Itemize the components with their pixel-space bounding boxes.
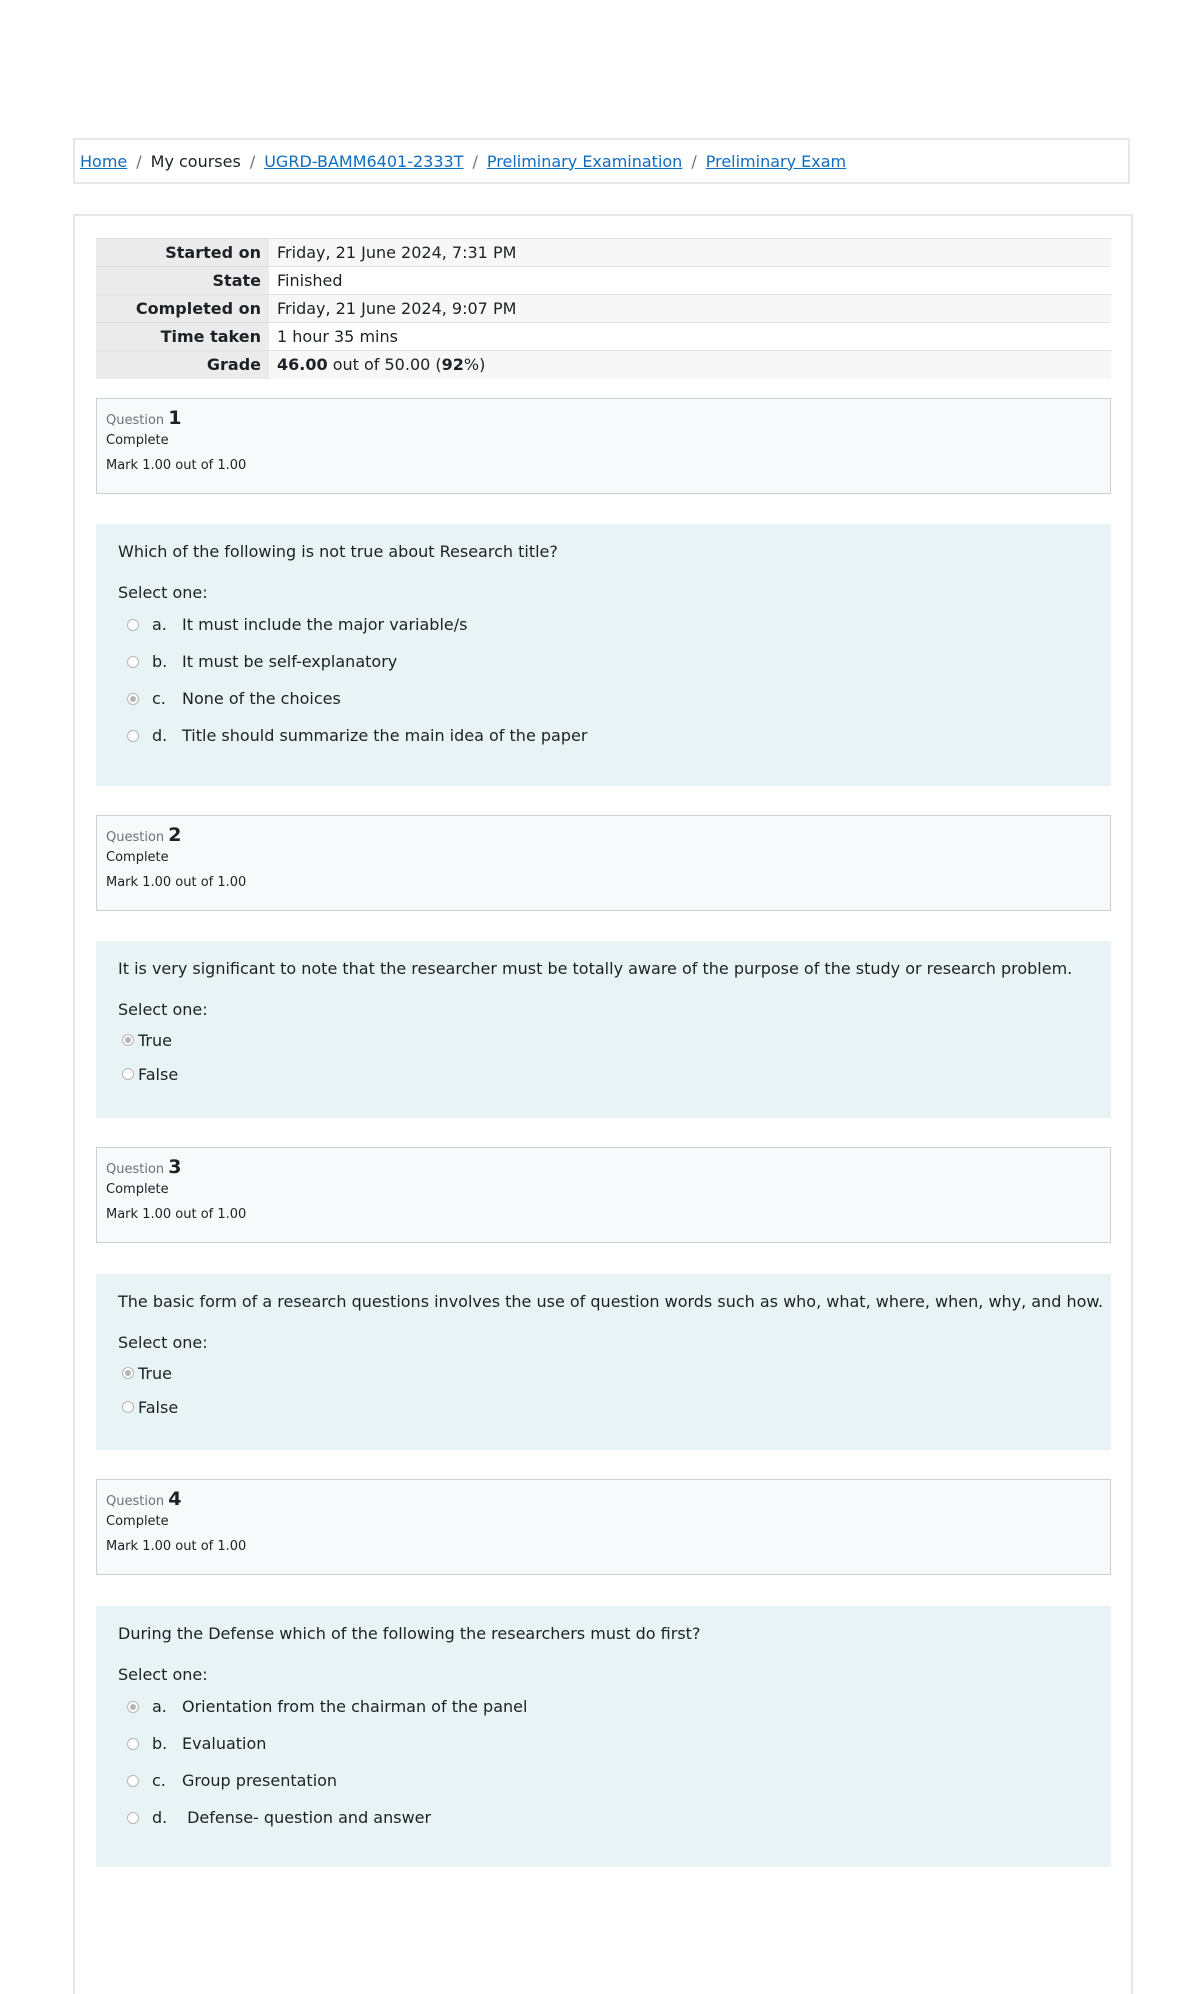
question-state: Complete bbox=[106, 1514, 169, 1529]
grade-percent-sign: %) bbox=[463, 355, 486, 375]
option-text: False bbox=[138, 1064, 179, 1084]
answer-option[interactable] bbox=[118, 606, 1111, 643]
answer-option-true[interactable] bbox=[118, 1023, 1111, 1057]
radio-button-selected[interactable] bbox=[122, 1034, 134, 1046]
question-label: Question bbox=[106, 1162, 165, 1177]
question-number bbox=[106, 824, 1110, 846]
question-number bbox=[106, 1488, 1110, 1510]
select-one-prompt: Select one: bbox=[118, 583, 208, 602]
question-mark: Mark 1.00 out of 1.00 bbox=[106, 875, 247, 890]
radio-button-selected[interactable] bbox=[122, 1367, 134, 1379]
radio-button[interactable] bbox=[122, 1068, 134, 1080]
question-state: Complete bbox=[106, 850, 169, 865]
radio-button[interactable] bbox=[127, 1775, 139, 1787]
breadcrumb-course-link[interactable]: UGRD-BAMM6401-2333T bbox=[264, 151, 464, 171]
question-content-1 bbox=[96, 524, 1111, 786]
grade-score: 46.00 bbox=[277, 355, 328, 375]
option-text: Orientation from the chairman of the panel bbox=[182, 1697, 528, 1716]
question-label: Question bbox=[106, 1494, 165, 1509]
summary-row-completed bbox=[96, 295, 1111, 323]
question-info-4 bbox=[96, 1479, 1111, 1575]
option-letter: b. bbox=[152, 652, 168, 671]
question-mark: Mark 1.00 out of 1.00 bbox=[106, 1539, 247, 1554]
breadcrumb-separator: / bbox=[472, 151, 478, 171]
grade-label: Grade bbox=[96, 351, 269, 379]
option-letter: b. bbox=[152, 1734, 168, 1753]
breadcrumb-home-link[interactable]: Home bbox=[80, 151, 128, 171]
option-text: False bbox=[138, 1397, 179, 1417]
answer-option-false[interactable] bbox=[118, 1390, 1111, 1424]
started-on-value: Friday, 21 June 2024, 7:31 PM bbox=[269, 239, 1111, 267]
answer-option-true[interactable] bbox=[118, 1356, 1111, 1390]
question-number-value: 2 bbox=[168, 824, 182, 846]
option-text: Group presentation bbox=[182, 1771, 338, 1790]
option-text: Title should summarize the main idea of the paper bbox=[182, 726, 588, 745]
question-number-value: 4 bbox=[168, 1488, 182, 1510]
option-letter: d. bbox=[152, 1808, 168, 1827]
question-state: Complete bbox=[106, 1182, 169, 1197]
question-number bbox=[106, 1156, 1110, 1178]
radio-button[interactable] bbox=[127, 619, 139, 631]
time-taken-label: Time taken bbox=[96, 323, 269, 351]
breadcrumb-separator: / bbox=[249, 151, 256, 171]
option-text: Defense- question and answer bbox=[182, 1808, 432, 1827]
question-label: Question bbox=[106, 413, 165, 428]
breadcrumb-my-courses: My courses bbox=[150, 151, 241, 171]
answer-option-false[interactable] bbox=[118, 1057, 1111, 1091]
question-info-2 bbox=[96, 815, 1111, 911]
question-info-1 bbox=[96, 398, 1111, 494]
answer-option[interactable] bbox=[118, 1725, 1111, 1762]
question-text: The basic form of a research questions involves the use of question words such as who, what, where, when, why, and how. bbox=[118, 1292, 1104, 1311]
question-number-value: 3 bbox=[168, 1156, 182, 1178]
option-text: It must include the major variable/s bbox=[182, 615, 468, 634]
state-label: State bbox=[96, 267, 269, 295]
breadcrumb-separator: / bbox=[691, 151, 697, 171]
option-letter: a. bbox=[152, 1697, 167, 1716]
radio-button[interactable] bbox=[127, 730, 139, 742]
question-state: Complete bbox=[106, 433, 169, 448]
option-letter: a. bbox=[152, 615, 167, 634]
answer-option[interactable] bbox=[118, 1688, 1111, 1725]
question-text: During the Defense which of the following the researchers must do first? bbox=[118, 1624, 701, 1643]
state-value: Finished bbox=[269, 267, 1111, 295]
question-text: It is very significant to note that the researcher must be totally aware of the purpose of the study or research problem. bbox=[118, 959, 1073, 978]
question-mark: Mark 1.00 out of 1.00 bbox=[106, 1207, 247, 1222]
radio-button[interactable] bbox=[122, 1401, 134, 1413]
select-one-prompt: Select one: bbox=[118, 1665, 208, 1684]
question-info-3 bbox=[96, 1147, 1111, 1243]
question-content-2 bbox=[96, 941, 1111, 1118]
completed-on-value: Friday, 21 June 2024, 9:07 PM bbox=[269, 295, 1111, 323]
completed-on-label: Completed on bbox=[96, 295, 269, 323]
option-text: Evaluation bbox=[182, 1734, 267, 1753]
option-letter: c. bbox=[152, 689, 166, 708]
answer-option[interactable] bbox=[118, 1762, 1111, 1799]
option-letter: c. bbox=[152, 1771, 166, 1790]
breadcrumb-separator: / bbox=[136, 151, 142, 171]
radio-button[interactable] bbox=[127, 1812, 139, 1824]
attempt-summary-table bbox=[96, 238, 1111, 379]
select-one-prompt: Select one: bbox=[118, 1000, 208, 1019]
time-taken-value: 1 hour 35 mins bbox=[269, 323, 1111, 351]
answer-option[interactable] bbox=[118, 1799, 1111, 1836]
question-number-value: 1 bbox=[168, 407, 182, 429]
radio-button-selected[interactable] bbox=[127, 693, 139, 705]
radio-button-selected[interactable] bbox=[127, 1701, 139, 1713]
option-text: It must be self-explanatory bbox=[182, 652, 398, 671]
grade-percent: 92 bbox=[441, 355, 464, 375]
question-text: Which of the following is not true about Research title? bbox=[118, 542, 558, 561]
answer-option[interactable] bbox=[118, 680, 1111, 717]
summary-row-time bbox=[96, 323, 1111, 351]
question-number bbox=[106, 407, 1110, 429]
summary-row-state bbox=[96, 267, 1111, 295]
breadcrumb-quiz-link[interactable]: Preliminary Exam bbox=[705, 151, 847, 171]
option-text: True bbox=[138, 1030, 172, 1050]
question-mark: Mark 1.00 out of 1.00 bbox=[106, 458, 247, 473]
question-content-3 bbox=[96, 1274, 1111, 1450]
breadcrumb bbox=[73, 138, 1130, 184]
option-text: True bbox=[138, 1363, 172, 1383]
answer-option[interactable] bbox=[118, 643, 1111, 680]
grade-value bbox=[269, 351, 1111, 379]
answer-option[interactable] bbox=[118, 717, 1111, 754]
question-content-4 bbox=[96, 1606, 1111, 1867]
summary-row-grade bbox=[96, 351, 1111, 379]
summary-row-started bbox=[96, 239, 1111, 267]
option-text: None of the choices bbox=[182, 689, 341, 708]
radio-button[interactable] bbox=[127, 1738, 139, 1750]
started-on-label: Started on bbox=[96, 239, 269, 267]
grade-out-of: out of 50.00 ( bbox=[327, 355, 442, 375]
select-one-prompt: Select one: bbox=[118, 1333, 208, 1352]
option-letter: d. bbox=[152, 726, 168, 745]
breadcrumb-section-link[interactable]: Preliminary Examination bbox=[486, 151, 683, 171]
question-label: Question bbox=[106, 830, 165, 845]
radio-button[interactable] bbox=[127, 656, 139, 668]
